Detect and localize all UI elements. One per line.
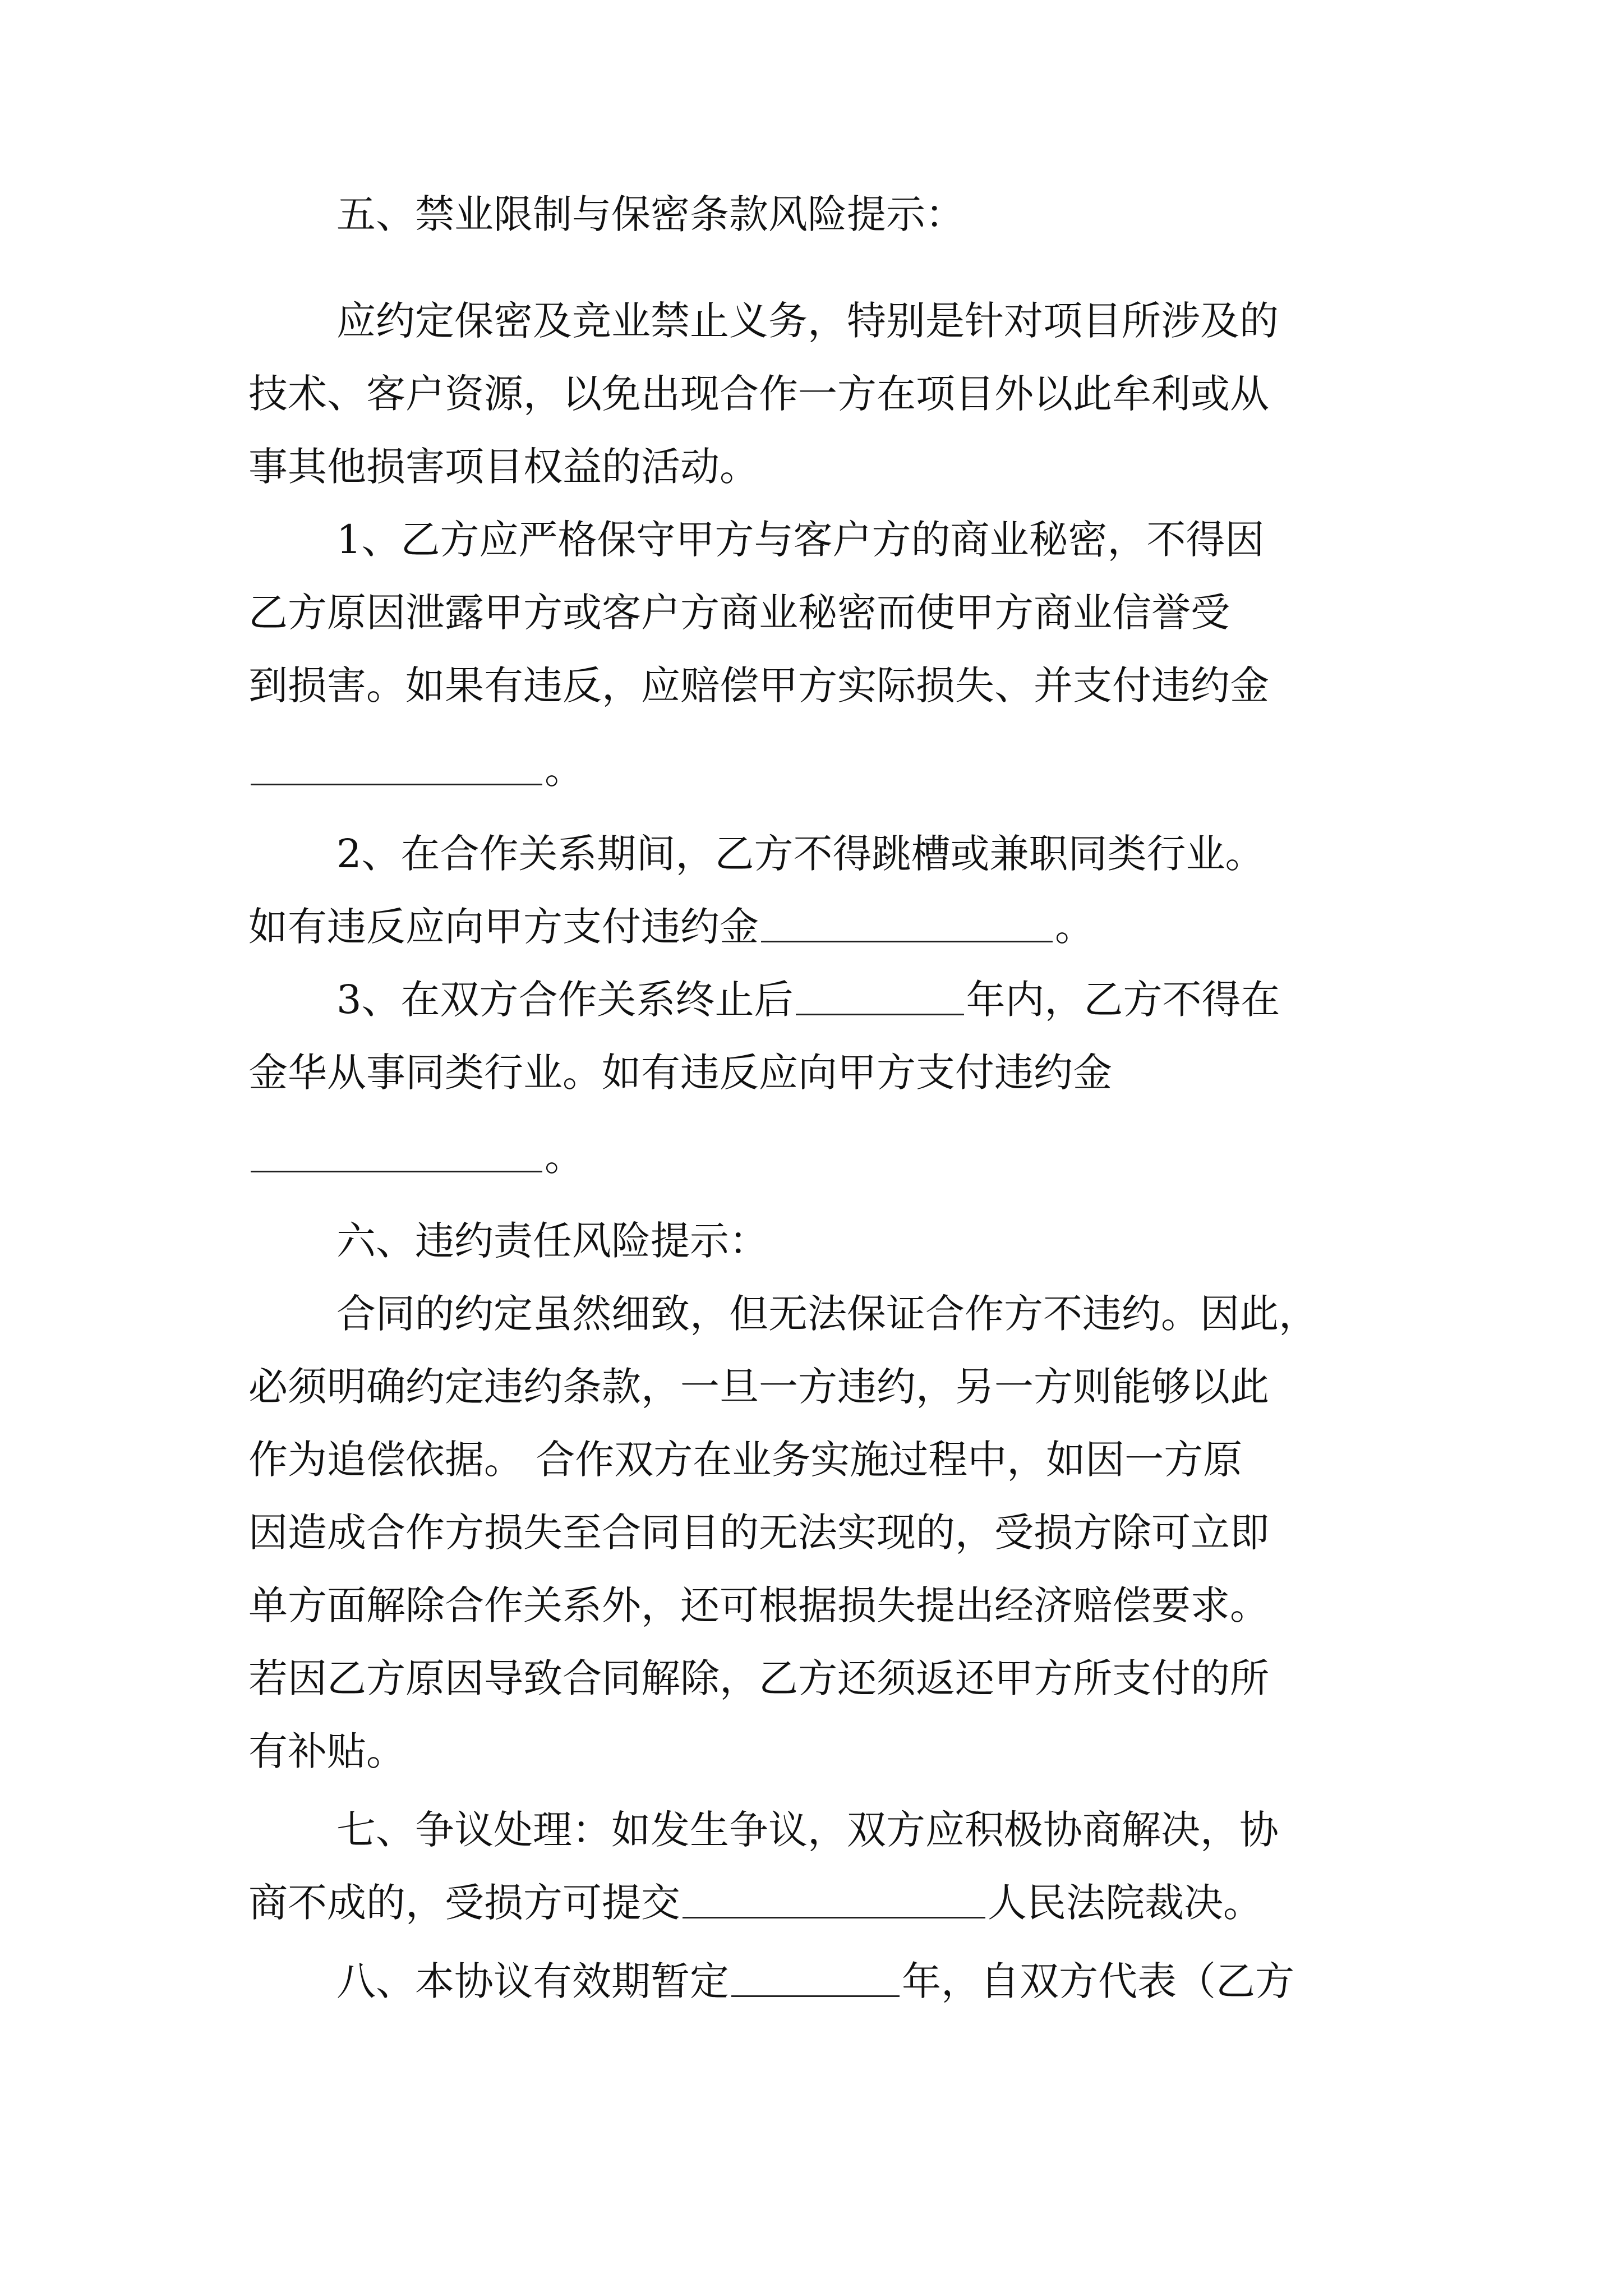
paragraph-line: 单方面解除合作关系外，还可根据损失提出经济赔偿要求。 [248,1582,1269,1628]
clause-1-line: 。 [248,742,584,798]
section-heading-7: 七、争议处理：如发生争议，双方应积极协商解决，协 [336,1807,1279,1853]
fill-in-blank[interactable] [796,1013,964,1015]
clause-3-line: 金华从事同类行业。如有违反应向甲方支付违约金 [248,1050,1112,1096]
paragraph-line: 合同的约定虽然细致，但无法保证合作方不违约。因此， [336,1291,1318,1337]
clause-2-line: 如有违反应向甲方支付违约金 。 [248,904,1094,950]
paragraph-line: 若因乙方原因导致合同解除，乙方还须返还甲方所支付的所 [248,1655,1269,1701]
paragraph-line: 技术、客户资源，以免出现合作一方在项目外以此牟利或从 [248,371,1269,417]
clause-1-line: 乙方原因泄露甲方或客户方商业秘密而使甲方商业信誉受 [248,590,1230,636]
fill-in-blank[interactable] [731,1995,900,1997]
paragraph-line: 事其他损害项目权益的活动。 [248,444,759,490]
section-heading-8: 八、本协议有效期暂定 年，自双方代表（乙方 [336,1958,1294,2004]
clause-2-line: 2、在合作关系期间，乙方不得跳槽或兼职同类行业。 [336,831,1265,877]
fill-in-blank[interactable] [251,1170,542,1172]
paragraph-line: 因造成合作方损失至合同目的无法实现的，受损方除可立即 [248,1510,1269,1556]
fill-in-blank[interactable] [251,783,542,785]
clause-3-line: 3、在双方合作关系终止后 年内，乙方不得在 [336,977,1280,1023]
clause-3-line: 。 [248,1129,584,1185]
paragraph-line: 必须明确约定违约条款，一旦一方违约，另一方则能够以此 [248,1364,1269,1410]
clause-1-line: 到损害。如果有违反，应赔偿甲方实际损失、并支付违约金 [248,662,1269,708]
paragraph-line: 应约定保密及竞业禁止义务，特别是针对项目所涉及的 [336,298,1279,344]
fill-in-blank[interactable] [761,940,1053,942]
section-heading-6: 六、违约责任风险提示： [336,1218,768,1264]
paragraph-line: 商不成的，受损方可提交 人民法院裁决。 [248,1880,1262,1926]
clause-1-line: 1、乙方应严格保守甲方与客户方的商业秘密，不得因 [336,517,1265,563]
fill-in-blank[interactable] [683,1916,985,1918]
paragraph-line: 有补贴。 [248,1728,405,1774]
paragraph-line: 作为追偿依据。 合作双方在业务实施过程中，如因一方原 [248,1437,1243,1483]
section-heading-5: 五、禁业限制与保密条款风险提示： [336,191,965,237]
